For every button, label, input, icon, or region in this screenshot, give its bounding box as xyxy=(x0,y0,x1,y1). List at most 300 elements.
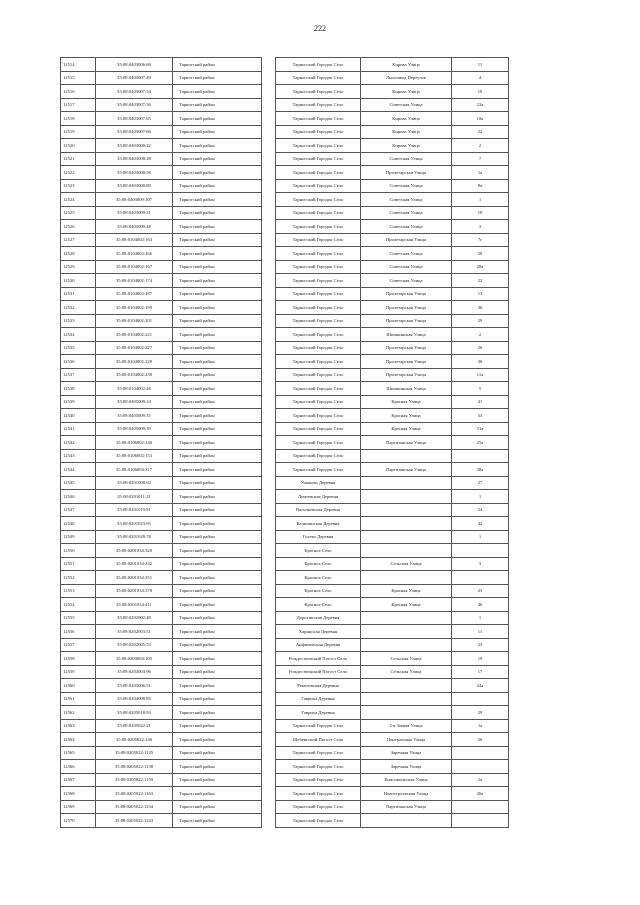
column-gap xyxy=(262,652,276,666)
house-number-cell xyxy=(452,800,509,814)
settlement-cell: Харинская Деревня xyxy=(276,625,361,639)
house-number-cell: 11 xyxy=(452,625,509,639)
settlement-cell: Тарногский Городок Село xyxy=(276,193,361,207)
row-number-cell: 12535 xyxy=(61,341,96,355)
table-row xyxy=(61,760,509,774)
house-number-cell: 1 xyxy=(452,611,509,625)
column-gap xyxy=(262,436,276,450)
table-row xyxy=(61,247,509,261)
cadastral-number-cell: 35:08:0104002:221 xyxy=(96,328,173,342)
district-cell: Тарногский район xyxy=(173,449,262,463)
district-cell: Тарногский район xyxy=(173,220,262,234)
street-cell: Советская Улица xyxy=(361,274,452,288)
column-gap xyxy=(262,152,276,166)
house-number-cell: 17 xyxy=(452,665,509,679)
cadastral-number-cell: 35:08:0205022:1163 xyxy=(96,787,173,801)
house-number-cell: 26 xyxy=(452,341,509,355)
street-cell: Кирова Улица xyxy=(361,112,452,126)
settlement-cell: Тарногский Городок Село xyxy=(276,382,361,396)
street-cell xyxy=(361,476,452,490)
cadastral-number-cell: 35:08:0203004:96 xyxy=(96,665,173,679)
column-gap xyxy=(262,584,276,598)
cadastral-number-cell: 35:08:0205022:1243 xyxy=(96,814,173,828)
house-number-cell: 56 xyxy=(452,733,509,747)
house-number-cell: 30 xyxy=(452,301,509,315)
table-row xyxy=(61,503,509,517)
table-row xyxy=(61,733,509,747)
district-cell: Тарногский район xyxy=(173,112,262,126)
district-cell: Тарногский район xyxy=(173,463,262,477)
row-number-cell: 12570 xyxy=(61,814,96,828)
column-gap xyxy=(262,733,276,747)
house-number-cell: 53 xyxy=(452,409,509,423)
column-gap xyxy=(262,85,276,99)
settlement-cell: Тарногский Городок Село xyxy=(276,409,361,423)
cadastral-number-cell: 35:08:0201034:411 xyxy=(96,598,173,612)
house-number-cell: 51а xyxy=(452,422,509,436)
table-row xyxy=(61,422,509,436)
settlement-cell: Ломтевская Деревня xyxy=(276,490,361,504)
house-number-cell: 2 xyxy=(452,139,509,153)
table-row xyxy=(61,625,509,639)
district-cell: Тарногский район xyxy=(173,436,262,450)
house-number-cell: 18а xyxy=(452,112,509,126)
table-row xyxy=(61,179,509,193)
table-row xyxy=(61,665,509,679)
district-cell: Тарногский район xyxy=(173,274,262,288)
table-row xyxy=(61,463,509,477)
row-number-cell: 12545 xyxy=(61,476,96,490)
table-row xyxy=(61,571,509,585)
column-gap xyxy=(262,611,276,625)
row-number-cell: 12568 xyxy=(61,787,96,801)
street-cell xyxy=(361,706,452,720)
table-row xyxy=(61,395,509,409)
street-cell: Советская Улица xyxy=(361,220,452,234)
street-cell: Партизанская Улица xyxy=(361,436,452,450)
district-cell: Тарногский район xyxy=(173,571,262,585)
street-cell xyxy=(361,544,452,558)
cadastral-number-cell: 35:08:0202005:53 xyxy=(96,638,173,652)
cadastral-number-cell: 35:08:0403007:54 xyxy=(96,85,173,99)
district-cell: Тарногский район xyxy=(173,638,262,652)
district-cell: Тарногский район xyxy=(173,557,262,571)
district-cell: Тарногский район xyxy=(173,706,262,720)
district-cell: Тарногский район xyxy=(173,314,262,328)
row-number-cell: 12561 xyxy=(61,692,96,706)
row-number-cell: 12550 xyxy=(61,544,96,558)
house-number-cell: 2 xyxy=(452,328,509,342)
table-row xyxy=(61,220,509,234)
cadastral-number-cell: 35:08:0201034:332 xyxy=(96,557,173,571)
column-gap xyxy=(262,517,276,531)
house-number-cell xyxy=(452,814,509,828)
settlement-cell: Красное Село xyxy=(276,557,361,571)
row-number-cell: 12541 xyxy=(61,422,96,436)
district-cell: Тарногский район xyxy=(173,503,262,517)
column-gap xyxy=(262,260,276,274)
settlement-cell: Тарногский Городок Село xyxy=(276,800,361,814)
table-row xyxy=(61,58,509,72)
column-gap xyxy=(262,409,276,423)
district-cell: Тарногский район xyxy=(173,71,262,85)
house-number-cell: 18 xyxy=(452,85,509,99)
column-gap xyxy=(262,800,276,814)
house-number-cell xyxy=(452,449,509,463)
settlement-cell: Тарногский Городок Село xyxy=(276,787,361,801)
cadastral-number-cell: 35:08:0403007:66 xyxy=(96,125,173,139)
column-gap xyxy=(262,112,276,126)
row-number-cell: 12529 xyxy=(61,260,96,274)
table-row xyxy=(61,814,509,828)
column-gap xyxy=(262,341,276,355)
row-number-cell: 12530 xyxy=(61,274,96,288)
settlement-cell: Тарногский Городок Село xyxy=(276,85,361,99)
house-number-cell: 4 xyxy=(452,71,509,85)
column-gap xyxy=(262,233,276,247)
row-number-cell: 12557 xyxy=(61,638,96,652)
table-row xyxy=(61,166,509,180)
row-number-cell: 12542 xyxy=(61,436,96,450)
row-number-cell: 12539 xyxy=(61,395,96,409)
row-number-cell: 12540 xyxy=(61,409,96,423)
row-number-cell: 12565 xyxy=(61,746,96,760)
street-cell xyxy=(361,814,452,828)
table-row xyxy=(61,449,509,463)
settlement-cell: Тарногский Городок Село xyxy=(276,233,361,247)
row-number-cell: 12524 xyxy=(61,193,96,207)
cadastral-number-cell: 35:08:0104002:201 xyxy=(96,314,173,328)
house-number-cell xyxy=(452,544,509,558)
house-number-cell: 1 xyxy=(452,193,509,207)
column-gap xyxy=(262,787,276,801)
district-cell: Тарногский район xyxy=(173,233,262,247)
house-number-cell: 23 xyxy=(452,638,509,652)
district-cell: Тарногский район xyxy=(173,611,262,625)
house-number-cell: 41 xyxy=(452,395,509,409)
house-number-cell: 1а xyxy=(452,773,509,787)
cadastral-number-cell: 35:08:0205022:1125 xyxy=(96,746,173,760)
column-gap xyxy=(262,719,276,733)
cadastral-number-cell: 35:08:0405009:24 xyxy=(96,395,173,409)
settlement-cell: Шебенгский Погост Село xyxy=(276,733,361,747)
house-number-cell: 7г xyxy=(452,233,509,247)
settlement-cell: Тарногский Городок Село xyxy=(276,98,361,112)
settlement-cell: Тарногский Городок Село xyxy=(276,301,361,315)
street-cell: Центральная Улица xyxy=(361,733,452,747)
district-cell: Тарногский район xyxy=(173,490,262,504)
cadastral-number-cell: 35:08:0403007:65 xyxy=(96,112,173,126)
district-cell: Тарногский район xyxy=(173,139,262,153)
district-cell: Тарногский район xyxy=(173,368,262,382)
registry-table xyxy=(60,57,509,828)
cadastral-number-cell: 35:08:0104002:167 xyxy=(96,260,173,274)
column-gap xyxy=(262,598,276,612)
table-row xyxy=(61,638,509,652)
table-row xyxy=(61,706,509,720)
street-cell: Комсомольская Улица xyxy=(361,773,452,787)
table-row xyxy=(61,409,509,423)
settlement-cell: Гавриха Деревня xyxy=(276,706,361,720)
settlement-cell: Тарногский Городок Село xyxy=(276,206,361,220)
house-number-cell xyxy=(452,760,509,774)
row-number-cell: 12544 xyxy=(61,463,96,477)
settlement-cell: Тарногский Городок Село xyxy=(276,314,361,328)
settlement-cell: Рождественский Погост Село xyxy=(276,652,361,666)
cadastral-number-cell: 35:08:0403008:80 xyxy=(96,179,173,193)
cadastral-number-cell: 35:08:0201034:351 xyxy=(96,571,173,585)
column-gap xyxy=(262,814,276,828)
row-number-cell: 12546 xyxy=(61,490,96,504)
table-row xyxy=(61,193,509,207)
settlement-cell: Тарногский Городок Село xyxy=(276,112,361,126)
settlement-cell: Тарногский Городок Село xyxy=(276,152,361,166)
house-number-cell: 3 xyxy=(452,220,509,234)
street-cell: Партизанская Улица xyxy=(361,463,452,477)
street-cell: Партизанская Улица xyxy=(361,800,452,814)
settlement-cell: Гулево Деревня xyxy=(276,530,361,544)
settlement-cell: Анфимовская Деревня xyxy=(276,638,361,652)
row-number-cell: 12553 xyxy=(61,584,96,598)
house-number-cell: 46 xyxy=(452,598,509,612)
table-row xyxy=(61,787,509,801)
house-number-cell: 27 xyxy=(452,476,509,490)
cadastral-number-cell: 35:08:0203006:51 xyxy=(96,679,173,693)
house-number-cell: 28 xyxy=(452,247,509,261)
column-gap xyxy=(262,220,276,234)
column-gap xyxy=(262,422,276,436)
settlement-cell: Тарногский Городок Село xyxy=(276,463,361,477)
cadastral-number-cell: 35:08:0403008:58 xyxy=(96,166,173,180)
district-cell: Тарногский район xyxy=(173,530,262,544)
column-gap xyxy=(262,395,276,409)
house-number-cell: 22 xyxy=(452,274,509,288)
street-cell: Шишкинская Улица xyxy=(361,382,452,396)
district-cell: Тарногский район xyxy=(173,301,262,315)
district-cell: Тарногский район xyxy=(173,382,262,396)
table-row xyxy=(61,314,509,328)
table-row xyxy=(61,98,509,112)
street-cell: Пролетарская Улица xyxy=(361,341,452,355)
row-number-cell: 12560 xyxy=(61,679,96,693)
cadastral-number-cell: 35:08:0205022:1159 xyxy=(96,773,173,787)
column-gap xyxy=(262,746,276,760)
settlement-cell: Красное Село xyxy=(276,598,361,612)
house-number-cell: 1 xyxy=(452,490,509,504)
column-gap xyxy=(262,382,276,396)
street-cell: Заречная Улица xyxy=(361,746,452,760)
district-cell: Тарногский район xyxy=(173,85,262,99)
table-row xyxy=(61,301,509,315)
street-cell: Красная Улица xyxy=(361,598,452,612)
cadastral-number-cell: 35:08:0201023:95 xyxy=(96,517,173,531)
cadastral-number-cell: 35:08:0205018:93 xyxy=(96,706,173,720)
house-number-cell: 24а xyxy=(452,679,509,693)
row-number-cell: 12515 xyxy=(61,71,96,85)
street-cell: Льнозавод Переулок xyxy=(361,71,452,85)
settlement-cell: Тарногский Городок Село xyxy=(276,395,361,409)
district-cell: Тарногский район xyxy=(173,422,262,436)
cadastral-number-cell: 35:08:0104002:174 xyxy=(96,274,173,288)
column-gap xyxy=(262,314,276,328)
table-row xyxy=(61,544,509,558)
district-cell: Тарногский район xyxy=(173,746,262,760)
table-row xyxy=(61,517,509,531)
district-cell: Тарногский район xyxy=(173,800,262,814)
column-gap xyxy=(262,571,276,585)
table-row xyxy=(61,152,509,166)
table-row xyxy=(61,773,509,787)
street-cell: Пролетарская Улица xyxy=(361,368,452,382)
district-cell: Тарногский район xyxy=(173,760,262,774)
cadastral-number-cell: 35:08:0201034:378 xyxy=(96,584,173,598)
cadastral-number-cell: 35:08:0106002:140 xyxy=(96,436,173,450)
settlement-cell: Дорогинская Деревня xyxy=(276,611,361,625)
district-cell: Тарногский район xyxy=(173,125,262,139)
row-number-cell: 12563 xyxy=(61,719,96,733)
column-gap xyxy=(262,368,276,382)
row-number-cell: 12518 xyxy=(61,112,96,126)
row-number-cell: 12520 xyxy=(61,139,96,153)
street-cell: Пролетарская Улица xyxy=(361,166,452,180)
district-cell: Тарногский район xyxy=(173,625,262,639)
settlement-cell: Тарногский Городок Село xyxy=(276,760,361,774)
settlement-cell: Тарногский Городок Село xyxy=(276,179,361,193)
district-cell: Тарногский район xyxy=(173,517,262,531)
district-cell: Тарногский район xyxy=(173,692,262,706)
street-cell xyxy=(361,638,452,652)
district-cell: Тарногский район xyxy=(173,679,262,693)
row-number-cell: 12538 xyxy=(61,382,96,396)
house-number-cell: 1а xyxy=(452,719,509,733)
table-row xyxy=(61,746,509,760)
cadastral-number-cell: 35:08:0104002:230 xyxy=(96,368,173,382)
column-gap xyxy=(262,274,276,288)
street-cell: Пролетарская Улица xyxy=(361,355,452,369)
registry-table-body xyxy=(61,58,509,828)
column-gap xyxy=(262,760,276,774)
street-cell xyxy=(361,679,452,693)
settlement-cell: Тарногский Городок Село xyxy=(276,287,361,301)
table-row xyxy=(61,679,509,693)
settlement-cell: Тарногский Городок Село xyxy=(276,355,361,369)
column-gap xyxy=(262,193,276,207)
house-number-cell: 9а xyxy=(452,179,509,193)
cadastral-number-cell: 35:08:0205022:21 xyxy=(96,719,173,733)
row-number-cell: 12552 xyxy=(61,571,96,585)
settlement-cell: Тарногский Городок Село xyxy=(276,814,361,828)
table-row xyxy=(61,287,509,301)
settlement-cell: Тарногский Городок Село xyxy=(276,274,361,288)
district-cell: Тарногский район xyxy=(173,395,262,409)
district-cell: Тарногский район xyxy=(173,328,262,342)
row-number-cell: 12543 xyxy=(61,449,96,463)
row-number-cell: 12536 xyxy=(61,355,96,369)
column-gap xyxy=(262,355,276,369)
cadastral-number-cell: 35:08:0203004:105 xyxy=(96,652,173,666)
column-gap xyxy=(262,773,276,787)
cadastral-number-cell: 35:08:0205022:146 xyxy=(96,733,173,747)
settlement-cell: Тарногский Городок Село xyxy=(276,368,361,382)
district-cell: Тарногский район xyxy=(173,58,262,72)
house-number-cell: 25а xyxy=(452,436,509,450)
page-number: 222 xyxy=(314,24,326,33)
cadastral-number-cell: 35:08:0201011:21 xyxy=(96,490,173,504)
table-row xyxy=(61,368,509,382)
district-cell: Тарногский район xyxy=(173,584,262,598)
table-row xyxy=(61,85,509,99)
row-number-cell: 12514 xyxy=(61,58,96,72)
settlement-cell: Гавриха Деревня xyxy=(276,692,361,706)
row-number-cell: 12559 xyxy=(61,665,96,679)
street-cell: Сельская Улица xyxy=(361,557,452,571)
street-cell: Красная Улица xyxy=(361,584,452,598)
house-number-cell: 11а xyxy=(452,368,509,382)
row-number-cell: 12534 xyxy=(61,328,96,342)
row-number-cell: 12533 xyxy=(61,314,96,328)
settlement-cell: Тарногский Городок Село xyxy=(276,773,361,787)
cadastral-number-cell: 35:08:0403009:107 xyxy=(96,193,173,207)
street-cell: Красная Улица xyxy=(361,395,452,409)
house-number-cell xyxy=(452,571,509,585)
street-cell: Красная Улица xyxy=(361,409,452,423)
cadastral-number-cell: 35:08:0403007:49 xyxy=(96,71,173,85)
house-number-cell: 11 xyxy=(452,58,509,72)
street-cell: Пролетарская Улица xyxy=(361,233,452,247)
settlement-cell: Тарногский Городок Село xyxy=(276,260,361,274)
table-row xyxy=(61,611,509,625)
table-row xyxy=(61,598,509,612)
column-gap xyxy=(262,287,276,301)
table-row xyxy=(61,719,509,733)
cadastral-number-cell: 35:08:0106002:153 xyxy=(96,449,173,463)
column-gap xyxy=(262,328,276,342)
column-gap xyxy=(262,301,276,315)
row-number-cell: 12527 xyxy=(61,233,96,247)
settlement-cell: Красное Село xyxy=(276,571,361,585)
district-cell: Тарногский район xyxy=(173,341,262,355)
table-row xyxy=(61,125,509,139)
cadastral-number-cell: 35:08:0104002:229 xyxy=(96,355,173,369)
street-cell: Советская Улица xyxy=(361,179,452,193)
row-number-cell: 12523 xyxy=(61,179,96,193)
column-gap xyxy=(262,530,276,544)
row-number-cell: 12547 xyxy=(61,503,96,517)
settlement-cell: Тарногский Городок Село xyxy=(276,58,361,72)
table-row xyxy=(61,260,509,274)
house-number-cell xyxy=(452,746,509,760)
cadastral-number-cell: 35:08:0403009:48 xyxy=(96,220,173,234)
table-row xyxy=(61,436,509,450)
settlement-cell: Тарногский Городок Село xyxy=(276,328,361,342)
column-gap xyxy=(262,125,276,139)
row-number-cell: 12532 xyxy=(61,301,96,315)
street-cell xyxy=(361,449,452,463)
street-cell: Красная Улица xyxy=(361,422,452,436)
table-row xyxy=(61,206,509,220)
district-cell: Тарногский район xyxy=(173,652,262,666)
row-number-cell: 12566 xyxy=(61,760,96,774)
street-cell: Сельская Улица xyxy=(361,652,452,666)
cadastral-number-cell: 35:08:0204008:85 xyxy=(96,692,173,706)
row-number-cell: 12558 xyxy=(61,652,96,666)
district-cell: Тарногский район xyxy=(173,260,262,274)
table-row xyxy=(61,139,509,153)
street-cell: 2-я Заовая Улица xyxy=(361,719,452,733)
cadastral-number-cell: 35:08:0104002:48 xyxy=(96,382,173,396)
cadastral-number-cell: 35:08:0405009:35 xyxy=(96,409,173,423)
district-cell: Тарногский район xyxy=(173,665,262,679)
